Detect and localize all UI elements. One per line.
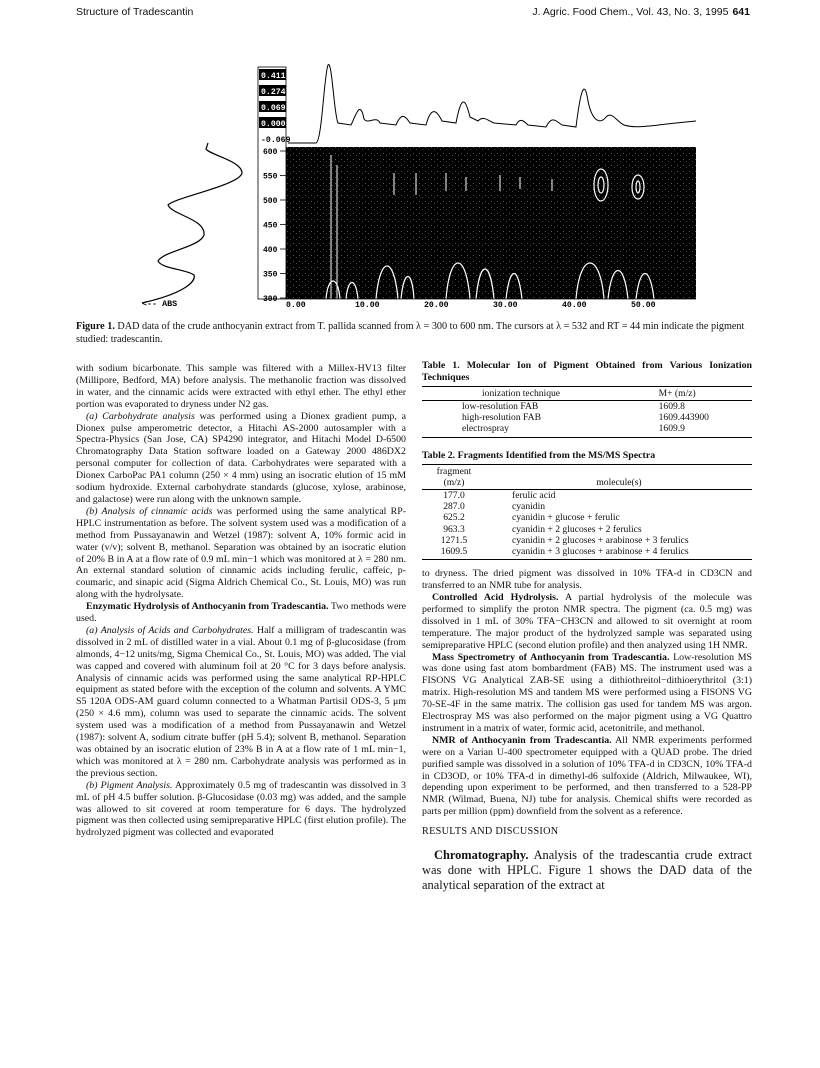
table-1-header-technique: ionization technique: [482, 387, 561, 399]
table-2-fragment: 1609.5: [440, 545, 468, 557]
table-1-mass: 1609.8: [658, 401, 685, 413]
right-para-2: Controlled Acid Hydrolysis. A partial hydrolysis of the molecule was performed to simplify the proton NMR spectra. The pigment (ca. 0.5 mg) was dissolved in 1 mL of 30% TFA−CH3CN and allowed to sit overnight at room temperature. The major product of the hydrolyzed sample was separated using semipreparative HPLC (second elution profile) and then analyzed using 1H NMR.: [422, 591, 752, 651]
table-2-row: [422, 512, 752, 523]
wavelength-label: 600: [263, 148, 278, 157]
table-1-mass: 1609.443900: [658, 412, 709, 424]
wavelength-label: 500: [263, 197, 278, 206]
caption-label: Figure 1.: [76, 321, 115, 332]
table-2-row: [422, 501, 752, 512]
wavelength-label: 550: [263, 172, 278, 182]
figure-caption: [76, 321, 752, 346]
figure-1-dad-plot: [76, 55, 752, 308]
wavelength-label: 300: [263, 295, 278, 304]
right-para-5: Chromatography. Analysis of the tradescantia crude extract was done with HPLC. Figure 1 shows the DAD data of the analytical separation of the extract at: [422, 848, 752, 892]
table-1-row: [422, 401, 752, 413]
left-para-1: with sodium bicarbonate. This sample was filtered with a Millex-HV13 filter (Millipore, Bedford, MA) before analysis. The methanolic fraction was dissolved in water, and the cinnamic acids were extracted with ethyl ether. The ethyl ether portion was evaporated to dryness under N2 gas.: [76, 363, 406, 410]
table-2-header-fragment: fragment (m/z): [436, 465, 472, 488]
abs-label: 0.000: [261, 120, 286, 129]
left-column: [76, 363, 406, 839]
table-2-fragment: 287.0: [443, 501, 465, 513]
header-journal: J. Agric. Food Chem., Vol. 43, No. 3, 1995 641: [532, 6, 750, 18]
time-label: 40.00: [562, 301, 587, 308]
abs-label: -0.069: [261, 136, 291, 145]
table-2-row: [422, 524, 752, 535]
header-title: Structure of Tradescantin: [76, 6, 194, 18]
time-label: 20.00: [424, 301, 449, 308]
right-para-1: to dryness. The dried pigment was dissolved in 10% TFA-d in CD3CN and transferred to an NMR tube for analysis.: [422, 568, 752, 592]
table-1-mass: 1609.9: [658, 423, 685, 435]
section-heading-results: RESULTS AND DISCUSSION: [422, 826, 559, 838]
left-para-3: (b) Analysis of cinnamic acids was performed using the same analytical RP-HPLC instrumentation as before. The solvent system used was a modification of a method from Pussayanawin and Wetzel (1987): solvent A, 10% formic acid in water (v/v); solvent B, methanol. Separation was obtained by an isocratic elution of 20% B in A at a flow rate of 0.9 mL min−1 which was monitored at λ = 280 nm. An external standard solution of cinnamic acids including ferulic, caffeic, p-coumaric, and sinapic acid (Sigma Aldrich Chemical Co., St. Louis, MO) was run along with the hydrolysate.: [76, 505, 407, 601]
abs-label: 0.411: [261, 72, 286, 81]
abs-spectrum-curve: [142, 143, 242, 303]
left-para-4: Enzymatic Hydrolysis of Anthocyanin from Tradescantia. Two methods were used.: [76, 601, 406, 625]
table-2-header-molecule: molecule(s): [596, 476, 642, 488]
wavelength-label: 350: [263, 270, 278, 280]
chromatography-block: [422, 848, 752, 892]
table-2-row: [422, 546, 752, 557]
table-2-row: [422, 489, 752, 501]
table-1-row: [422, 423, 752, 434]
table-2-fragment: 963.3: [443, 523, 465, 535]
caption-text: DAD data of the crude anthocyanin extract from T. pallida scanned from λ = 300 to 600 nm. The cursors at λ = 532 and RT = 44 min indicate the pigment studied: tradescantin.: [76, 321, 745, 345]
table-1-title: Table 1. Molecular Ion of Pigment Obtained from Various Ionization Techniques: [422, 360, 752, 383]
left-para-5: (a) Analysis of Acids and Carbohydrates. Half a milligram of tradescantin was dissolved in 2 mL of distilled water in a vial. About 0.1 mg of β-glucosidase (from almonds, 4−12 units/mg, Sigma Chemical Co., St. Louis, MO) was added. The vial was capped and covered with aluminum foil at 20 °C for 3 days before analysis. Analysis of cinnamic acids was performed using the same analytical RP-HPLC equipment as stated before with the exception of the column and solvents. A YMC S5 120A ODS-AM guard column connected to a Whatman Partisil ODS-3, 5 μm (250 × 4.6 mm), column was used to separate the cinnamic acids. The solvent system used was a modification of a method from Pussayanawin and Wetzel (1987): solvent A, sodium citrate buffer (pH 5.4); solvent B, methanol. Separation was obtained by an isocratic elution of 23% B in A at a flow rate of 1 mL min−1, which was monitored at λ = 280 nm. Carbohydrate analysis was performed as in the previous section.: [76, 624, 406, 779]
spectral-map: [286, 147, 696, 299]
page-number: 641: [732, 6, 750, 18]
table-2-fragment: 177.0: [443, 489, 465, 501]
table-1-row: [422, 412, 752, 423]
wavelength-label: 400: [263, 246, 278, 255]
table-2: [422, 464, 752, 561]
abs-axis-label: <-- ABS: [142, 299, 178, 308]
abs-label: 0.069: [261, 104, 286, 113]
table-1-header-mass: M+ (m/z): [658, 387, 696, 399]
right-column: [422, 360, 752, 892]
table-1-technique: electrospray: [462, 423, 509, 435]
running-header: [76, 6, 750, 20]
table-2-fragment: 1271.5: [440, 534, 468, 546]
table-2-molecule: cyanidin: [512, 501, 546, 513]
abs-label: 0.274: [261, 88, 286, 97]
table-2-fragment: 625.2: [443, 512, 465, 524]
time-label: 50.00: [631, 301, 656, 308]
time-label: 10.00: [355, 301, 380, 308]
wavelength-label: 450: [263, 221, 278, 231]
table-2-row: [422, 535, 752, 546]
table-1-technique: low-resolution FAB: [462, 401, 539, 413]
chromatogram-trace: [288, 65, 696, 143]
table-2-molecule: cyanidin + 2 glucoses + 2 ferulics: [512, 523, 642, 535]
table-2-molecule: ferulic acid: [512, 489, 556, 501]
table-2-molecule: cyanidin + glucose + ferulic: [512, 512, 620, 524]
left-para-6: (b) Pigment Analysis. Approximately 0.5 mg of tradescantin was dissolved in 3 mL of pH 4.5 buffer solution. β-Glucosidase (0.03 mg) was added, and the sample was allowed to sit covered at room temperature for 6 days. The hydrolyzed pigment was then collected using semipreparative HPLC (first elution profile). The hydrolyzed pigment was collected and evaporated: [76, 779, 406, 839]
right-para-4: NMR of Anthocyanin from Tradescantia. All NMR experiments performed were on a Varian U-400 spectrometer equipped with a QUAD probe. The dried purified sample was dissolved in a solution of 10% TFA-d in CD3CN, 10% TFA-d in CD3OD, or 10% TFA-d in dimethyl-d6 sulfoxide (Aldrich, Milwaukee, WI), depending upon experiment to be performed, and then transferred to a 528-PP NMR (Wilmad, Buena, NJ) tube for analysis. Chemical shifts were recorded as parts per million (ppm) downfield from the solvent as a reference.: [422, 734, 752, 818]
table-2-molecule: cyanidin + 3 glucoses + arabinose + 4 ferulics: [512, 545, 689, 557]
table-2-molecule: cyanidin + 2 glucoses + arabinose + 3 ferulics: [512, 534, 689, 546]
table-2-title: Table 2. Fragments Identified from the MS/MS Spectra: [422, 449, 656, 461]
time-label: 0.00: [286, 301, 306, 308]
table-1-technique: high-resolution FAB: [462, 412, 541, 424]
time-label: 30.00: [493, 301, 518, 308]
table-1: [422, 386, 752, 438]
left-para-2: (a) Carbohydrate analysis was performed using a Dionex gradient pump, a Dionex pulse amperometric detector, a Hitachi AS-2000 autosampler with a Spectra-Physics (San Jose, CA) SP4290 integrator, and Hitachi Model D-6500 Chromatography Data Station software loaded on a Gateway 2000 486DX2 personal computer for collection of data. Carbohydrates were separated with a Dionex CarboPac PA1 column (250 × 4 mm) using an isocratic elution of 15 mM sodium hydroxide. External carbohydrate standards (glucose, xylose, arabinose, and galactose) were run along with the unknown sample.: [76, 410, 406, 505]
right-para-3: Mass Spectrometry of Anthocyanin from Tradescantia. Low-resolution MS was done using fast atom bombardment (FAB) MS. The instrument used was a FISONS VG Analytical ZAB-SE using a dithiothreitol−dithioerythritol (3:1) matrix. High-resolution MS and tandem MS were performed using a FISONS VG 70-SE-4F in the same matrix. The collision gas used for tandem MS was argon. Electrospray MS was also performed on the major pigment using a VG Quattro instrument in a matrix of water, formic acid, acetonitrile, and methanol.: [422, 651, 752, 734]
